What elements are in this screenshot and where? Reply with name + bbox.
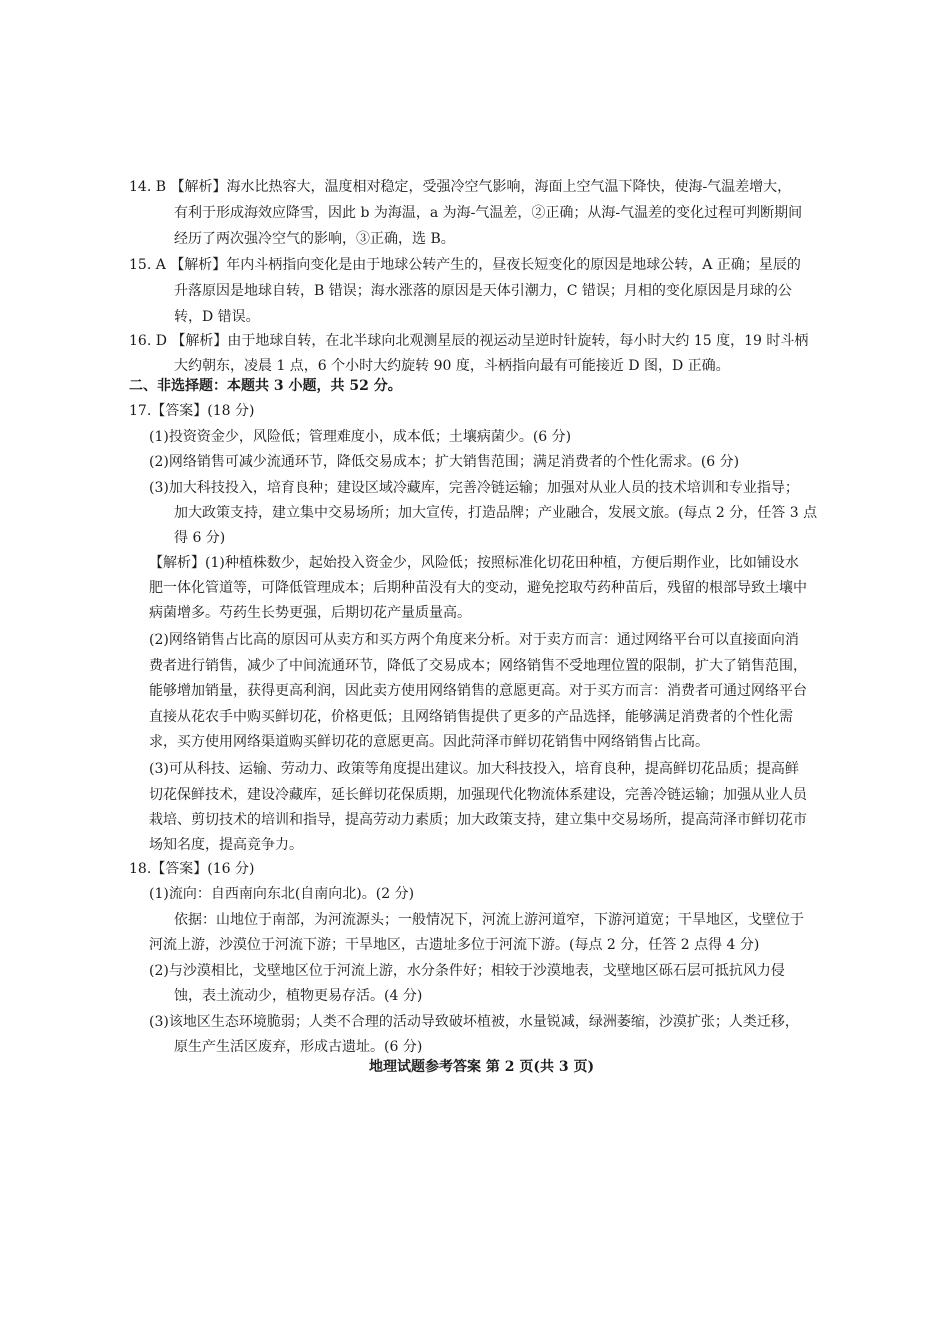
page-footer: 地理试题参考答案 第 2 页(共 3 页) <box>369 1059 595 1075</box>
q17-analysis-1-line-3: 病菌增多。芍药生长势更强，后期切花产量质量高。 <box>149 605 471 621</box>
q14-line-2: 有利于形成海效应降雪，因此 b 为海温，a 为海-气温差，②正确；从海-气温差的变化过程可判断期间 <box>174 205 803 221</box>
q17-answer-3-line-1: (3)加大科技投入，培育良种；建设区域冷藏库，完善冷链运输；加强对从业人员的技术培训和专业指导； <box>149 480 799 496</box>
q17-answer-3-line-3: 得 6 分) <box>174 530 226 546</box>
q18-answer-1: (1)流向：自西南向东北(自南向北)。(2 分) <box>149 886 415 902</box>
q18-basis-line-1: 依据：山地位于南部，为河流源头；一般情况下，河流上游河道窄，下游河道宽；干旱地区，戈壁位于 <box>174 912 804 928</box>
q16-line-2: 大约朝东，凌晨 1 点，6 个小时大约旋转 90 度，斗柄指向最有可能接近 D 图，D 正确。 <box>174 358 730 374</box>
q17-analysis-2-line-3: 能够增加销量，获得更高利润，因此卖方使用网络销售的意愿更高。对于买方而言：消费者可通过网络平台 <box>149 683 807 699</box>
section-heading: 二、非选择题：本题共 3 小题，共 52 分。 <box>129 378 402 394</box>
q17-answer-3-line-2: 加大政策支持，建立集中交易场所；加大宣传，打造品牌；产业融合，发展文旅。(每点 2 分，任答 3 点 <box>174 505 818 521</box>
q16-line-1: 16. D 【解析】由于地球自转，在北半球向北观测星辰的视运动呈逆时针旋转，每小时大约 15 度，19 时斗柄 <box>129 333 809 349</box>
q18-answer-3-line-1: (3)该地区生态环境脆弱；人类不合理的活动导致破坏植被，水量锐减，绿洲萎缩，沙漠扩张；人类迁移， <box>149 1014 799 1030</box>
q15-line-3: 转，D 错误。 <box>174 309 260 325</box>
q17-answer-2: (2)网络销售可减少流通环节，降低交易成本；扩大销售范围；满足消费者的个性化需求。(6 分) <box>149 454 740 470</box>
q15-line-1: 15. A 【解析】年内斗柄指向变化是由于地球公转产生的，昼夜长短变化的原因是地球公转，A 正确；星辰的 <box>129 257 801 273</box>
q15-line-2: 升落原因是地球自转，B 错误；海水涨落的原因是天体引潮力，C 错误；月相的变化原因是月球的公 <box>174 283 792 299</box>
q18-answer-heading: 18.【答案】(16 分) <box>129 861 255 877</box>
q17-analysis-3-line-3: 栽培、剪切技术的培训和指导，提高劳动力素质；加大政策支持，建立集中交易场所，提高菏泽市鲜切花市 <box>149 812 807 828</box>
q17-analysis-3-line-1: (3)可从科技、运输、劳动力、政策等角度提出建议。加大科技投入，培育良种，提高鲜切花品质；提高鲜 <box>149 761 799 777</box>
q17-answer-1: (1)投资资金少，风险低；管理难度小，成本低；土壤病菌少。(6 分) <box>149 429 572 445</box>
q14-line-3: 经历了两次强冷空气的影响，③正确，选 B。 <box>174 231 455 247</box>
q17-answer-heading: 17.【答案】(18 分) <box>129 403 255 419</box>
q18-basis-line-2: 河流上游，沙漠位于河流下游；干旱地区，古遗址多位于河流下游。(每点 2 分，任答 2 点得 4 分) <box>149 937 760 953</box>
q17-analysis-2-line-5: 求，买方使用网络渠道购买鲜切花的意愿更高。因此菏泽市鲜切花销售中网络销售占比高。 <box>149 734 709 750</box>
q14-line-1: 14. B 【解析】海水比热容大，温度相对稳定，受强冷空气影响，海面上空气温下降快，使海-气温差增大， <box>129 179 792 195</box>
q17-analysis-2-line-2: 费者进行销售，减少了中间流通环节，降低了交易成本；网络销售不受地理位置的限制，扩大了销售范围， <box>149 658 807 674</box>
q17-analysis-1-line-2: 肥一体化管道等，可降低管理成本；后期种苗没有大的变动，避免挖取芍药种苗后，残留的根部导致土壤中 <box>149 580 807 596</box>
q18-answer-2-line-2: 蚀，表土流动少，植物更易存活。(4 分) <box>174 988 423 1004</box>
q17-analysis-3-line-4: 场知名度，提高竞争力。 <box>149 837 303 853</box>
q17-analysis-2-line-1: (2)网络销售占比高的原因可从卖方和买方两个角度来分析。对于卖方而言：通过网络平台可以直接面向消 <box>149 632 799 648</box>
q17-analysis-3-line-2: 切花保鲜技术，建设冷藏库，延长鲜切花保质期，加强现代化物流体系建设，完善冷链运输；加强从业人员 <box>149 787 807 803</box>
q17-analysis-2-line-4: 直接从花农手中购买鲜切花，价格更低；且网络销售提供了更多的产品选择，能够满足消费者的个性化需 <box>149 709 793 725</box>
q17-analysis-1-line-1: 【解析】(1)种植株数少，起始投入资金少，风险低；按照标准化切花田种植，方便后期作业，比如铺设水 <box>149 555 799 571</box>
q18-answer-2-line-1: (2)与沙漠相比，戈壁地区位于河流上游，水分条件好；相较于沙漠地表，戈壁地区砾石层可抵抗风力侵 <box>149 963 785 979</box>
q18-answer-3-line-2: 原生产生活区废弃，形成古遗址。(6 分) <box>174 1039 423 1055</box>
